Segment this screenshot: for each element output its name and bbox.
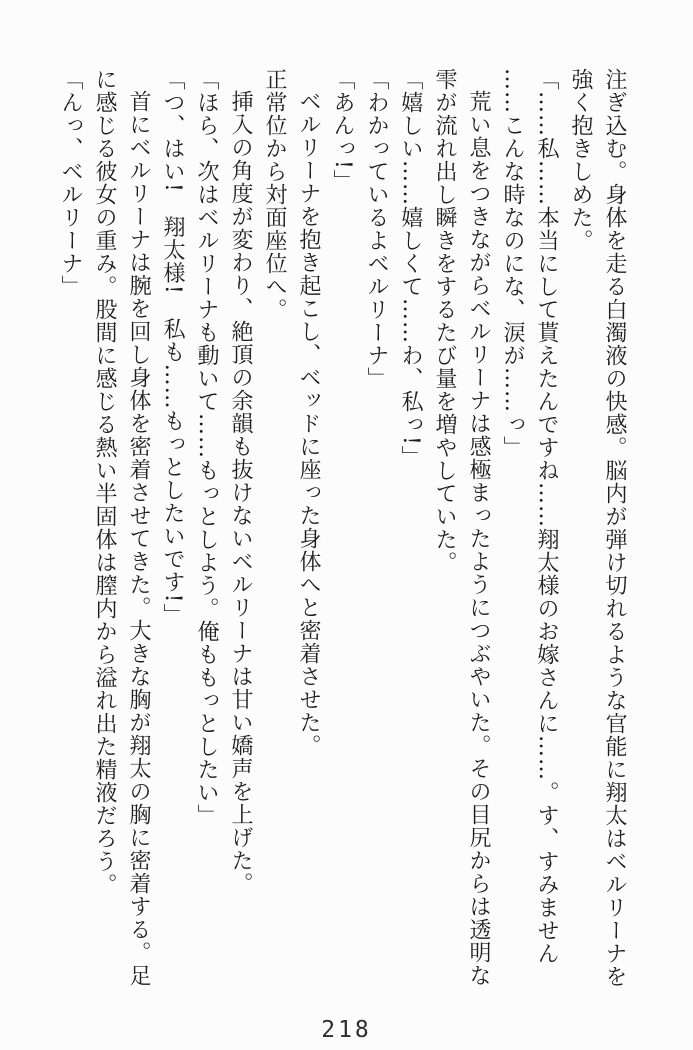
- text-line: ベルリーナを抱き起こし、ベッドに座った身体へと密着させた。: [296, 90, 321, 757]
- text-line: 強く抱きしめた。: [568, 68, 593, 252]
- text-line: 正常位から対面座位へ。: [262, 68, 287, 321]
- text-line: 注ぎ込む。身体を走る白濁液の快感。脳内が弾け切れるような官能に翔太はベルリーナを: [602, 68, 627, 988]
- page-number: 218: [321, 1017, 372, 1043]
- text-columns: [53, 68, 631, 1028]
- text-line: ……こんな時なのにな、涙が……っ」: [500, 68, 525, 459]
- text-line: に感じる彼女の重み。股間に感じる熱い半固体は膣内から溢れ出た精液だろう。: [92, 68, 117, 896]
- text-line: 「つ、はい! 翔太様! 私も……もっとしたいです!」: [160, 68, 185, 627]
- text-line: 「ほら、次はベルリーナも動いて……もっとしよう。俺ももっとしたい」: [194, 68, 219, 827]
- text-line: 挿入の角度が変わり、絶頂の余韻も抜けないベルリーナは甘い嬌声を上げた。: [228, 90, 253, 895]
- text-line: 荒い息をつきながらベルリーナは感極まったようにつぶやいた。その目尻からは透明な: [466, 90, 491, 987]
- text-line: 首にベルリーナは腕を回し身体を密着させてきた。大きな胸が翔太の胸に密着する。足: [126, 90, 151, 987]
- text-line: 雫が流れ出し瞬きをするたび量を増やしていた。: [432, 68, 457, 574]
- text-line: 「嬉しい……嬉しくて……わ、私っ!」: [398, 68, 423, 469]
- text-line: 「んっ、ベルリーナ」: [58, 68, 83, 298]
- text-line: 「わかっているよベルリーナ」: [364, 68, 389, 390]
- text-line: 「あんっ!」: [330, 68, 355, 193]
- text-line: 「……私……本当にして貰えたんですね……翔太様のお嫁さんに……。す、すみません: [534, 68, 559, 965]
